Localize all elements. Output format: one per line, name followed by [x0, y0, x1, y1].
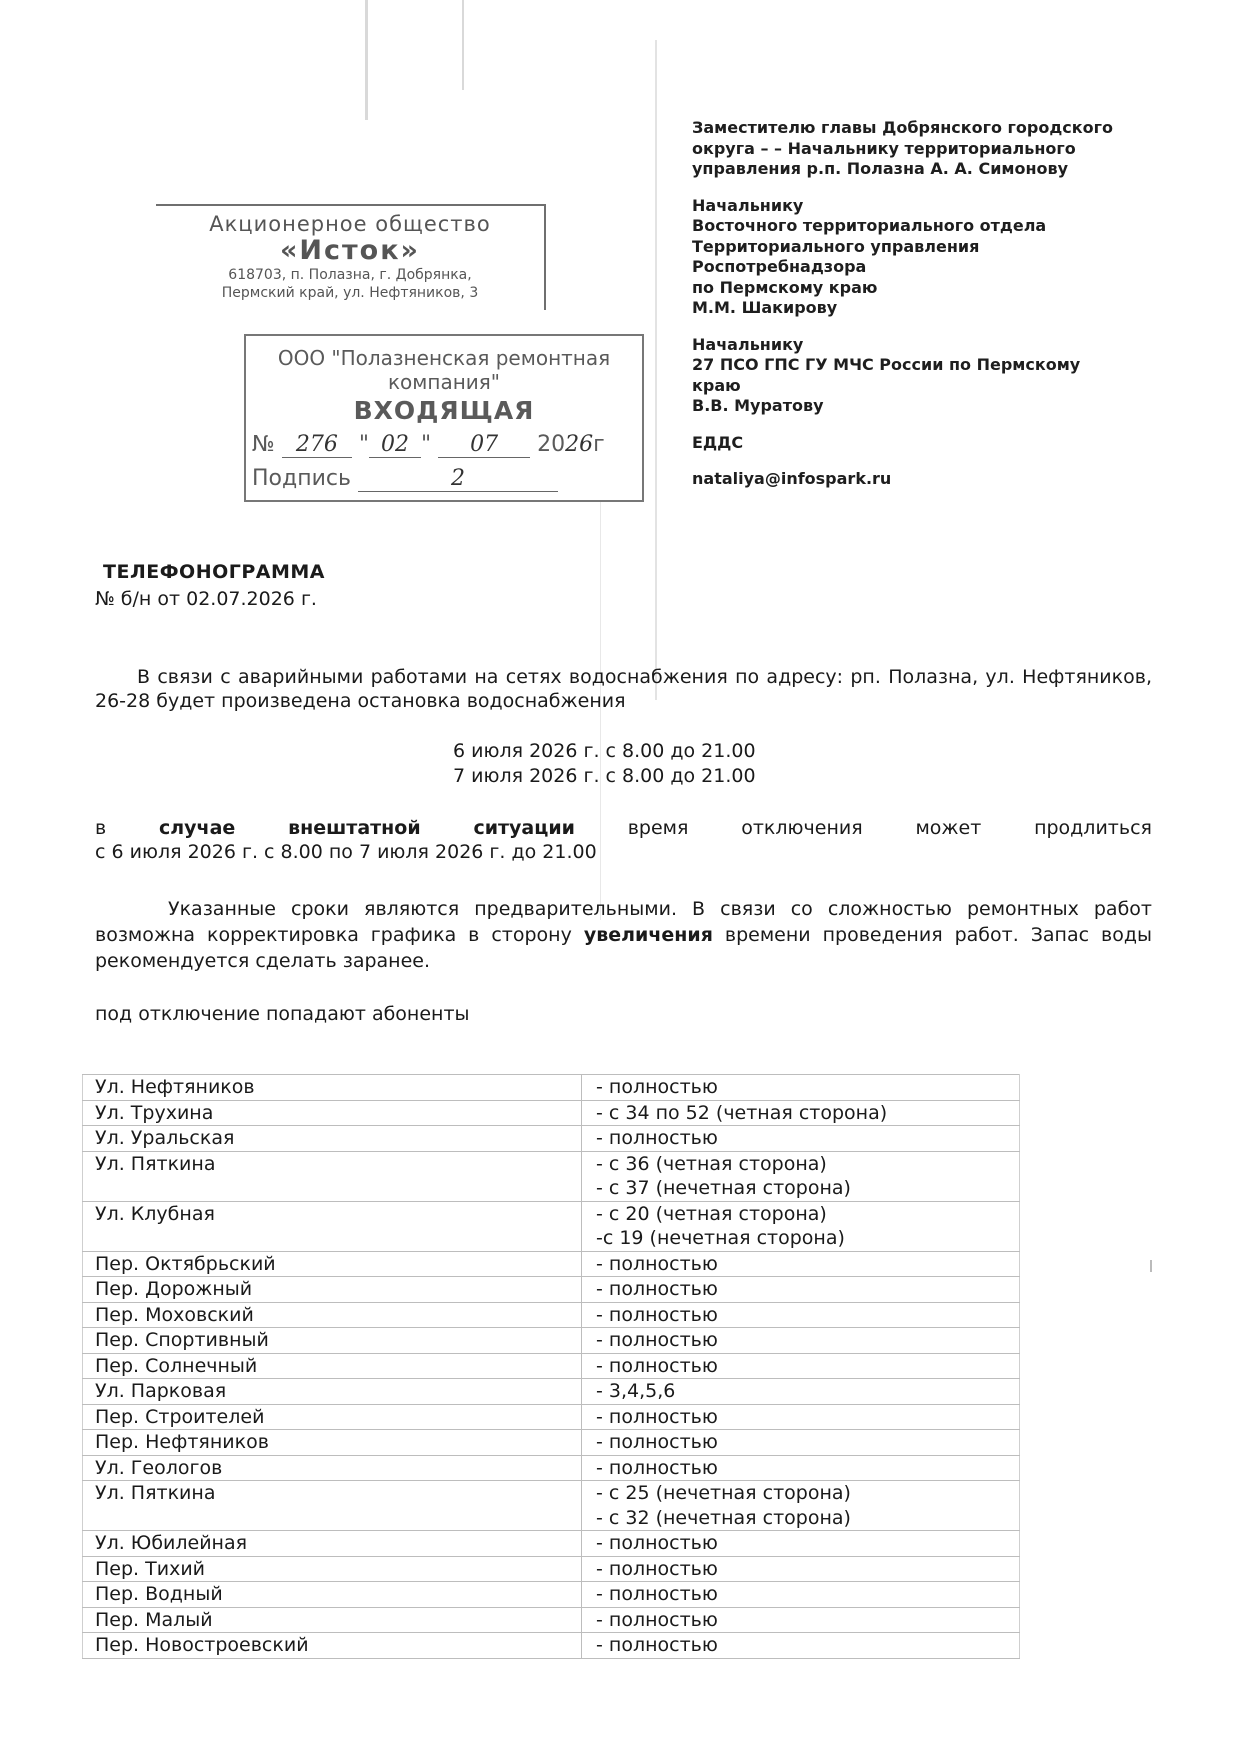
coverage-line: - полностью — [596, 1431, 718, 1453]
stamp-org-line-2: компания" — [387, 370, 501, 394]
emergency-word: ситуации — [473, 817, 575, 839]
addressee-line: В.В. Муратову — [692, 396, 824, 415]
street-coverage — [582, 1633, 1020, 1659]
table-row — [83, 1100, 1020, 1126]
emergency-word: время — [627, 817, 689, 839]
subscribers-intro: под отключение попадают абоненты — [95, 1003, 470, 1025]
street-name: Пер. Спортивный — [83, 1328, 582, 1354]
scan-artifact — [462, 0, 464, 90]
emergency-word: отключения — [741, 817, 863, 839]
table-row — [83, 1201, 1020, 1251]
coverage-line: - 3,4,5,6 — [596, 1380, 676, 1402]
table-row — [83, 1302, 1020, 1328]
stamp-year-prefix: 20 — [537, 432, 566, 457]
addressee-2 — [692, 196, 1132, 319]
street-name: Пер. Тихий — [83, 1556, 582, 1582]
street-name: Ул. Пяткина — [83, 1481, 582, 1531]
scan-artifact — [1150, 1260, 1152, 1272]
addressee-line: округа – – Начальнику территориального — [692, 138, 1076, 158]
street-name: Ул. Уральская — [83, 1126, 582, 1152]
street-name: Ул. Нефтяников — [83, 1075, 582, 1101]
stamp-signature-label: Подпись — [252, 466, 351, 491]
table-row — [83, 1430, 1020, 1456]
stamp-year-suffix: г — [593, 432, 605, 457]
street-name: Ул. Пяткина — [83, 1151, 582, 1201]
coverage-line: - полностью — [596, 1405, 718, 1428]
notice-paragraph: В связи с аварийными работами на сетях водоснабжения по адресу: рп. Полазна, ул. Нефтяников, 26-28 будет произведена остановка водоснабжения — [95, 666, 1152, 712]
preliminary-terms-text-b: времени проведения работ. Запас воды рекомендуется сделать заранее. — [95, 924, 1152, 972]
table-row — [83, 1531, 1020, 1557]
affected-streets-table — [82, 1074, 1020, 1659]
street-coverage — [582, 1126, 1020, 1152]
street-name: Пер. Солнечный — [83, 1353, 582, 1379]
addressee-line: 27 ПСО ГПС ГУ МЧС России по Пермскому — [692, 355, 1081, 374]
table-row — [83, 1404, 1020, 1430]
coverage-line: - полностью — [596, 1608, 718, 1631]
addressee-line: по Пермскому краю — [692, 277, 878, 297]
street-name: Пер. Октябрьский — [83, 1251, 582, 1277]
coverage-line: - полностью — [596, 1329, 718, 1351]
coverage-line: - полностью — [596, 1456, 718, 1479]
street-name: Ул. Трухина — [83, 1100, 582, 1126]
addressee-line: nataliya@infospark.ru — [692, 469, 892, 488]
table-row — [83, 1607, 1020, 1633]
coverage-line: - полностью — [596, 1634, 718, 1656]
coverage-line: - полностью — [596, 1127, 718, 1149]
street-coverage — [582, 1481, 1020, 1531]
stamp-year-value: 26 — [565, 432, 594, 457]
emergency-word: может — [915, 817, 982, 839]
addressee-line: Роспотребнадзора — [692, 257, 867, 276]
document-number: № б/н от 02.07.2026 г. — [95, 588, 317, 610]
stamp-signature-row — [252, 466, 558, 492]
coverage-line: - полностью — [596, 1583, 718, 1605]
street-name: Пер. Нефтяников — [83, 1430, 582, 1456]
table-row — [83, 1556, 1020, 1582]
table-row — [83, 1277, 1020, 1303]
table-row — [83, 1126, 1020, 1152]
street-name: Ул. Геологов — [83, 1455, 582, 1481]
coverage-line: - с 36 (четная сторона) — [596, 1152, 827, 1175]
coverage-line: - с 20 (четная сторона) — [596, 1202, 827, 1225]
coverage-line: - полностью — [596, 1076, 718, 1098]
emergency-word: внештатной — [288, 817, 421, 839]
street-name: Пер. Дорожный — [83, 1277, 582, 1303]
document-title: ТЕЛЕФОНОГРАММА — [103, 561, 326, 583]
emergency-paragraph — [95, 816, 1152, 864]
addressee-5 — [692, 469, 1132, 490]
street-name: Пер. Строителей — [83, 1404, 582, 1430]
addressee-1 — [692, 118, 1132, 180]
coverage-line: -с 19 (нечетная сторона) — [596, 1227, 845, 1249]
table-row — [83, 1481, 1020, 1531]
street-name: Пер. Малый — [83, 1607, 582, 1633]
outage-date-1: 6 июля 2026 г. с 8.00 до 21.00 — [453, 740, 756, 762]
addressee-line: Заместителю главы Добрянского городского — [692, 118, 1113, 137]
table-row — [83, 1151, 1020, 1201]
table-row — [83, 1251, 1020, 1277]
stamp-company-type: Акционерное общество — [209, 212, 491, 236]
street-coverage — [582, 1277, 1020, 1303]
street-name: Ул. Юбилейная — [83, 1531, 582, 1557]
street-name: Пер. Новостроевский — [83, 1633, 582, 1659]
stamp-number-row: № 276 " 02 " 07 2026г — [252, 432, 605, 457]
street-coverage — [582, 1430, 1020, 1456]
addressee-3 — [692, 335, 1132, 417]
company-stamp-istok — [156, 204, 546, 310]
street-coverage — [582, 1531, 1020, 1557]
stamp-org-line-1: ООО "Полазненская ремонтная — [277, 346, 611, 370]
stamp-signature-value: 2 — [358, 466, 558, 492]
outage-dates — [453, 739, 756, 789]
street-coverage — [582, 1379, 1020, 1405]
coverage-line: - с 37 (нечетная сторона) — [596, 1177, 851, 1199]
stamp-address-line-2: Пермский край, ул. Нефтяников, 3 — [221, 285, 479, 301]
street-coverage — [582, 1075, 1020, 1101]
coverage-line: - полностью — [596, 1252, 718, 1275]
addressee-line: Территориального управления — [692, 236, 980, 256]
table-row — [83, 1353, 1020, 1379]
outage-date-2: 7 июля 2026 г. с 8.00 до 21.00 — [453, 765, 756, 787]
stamp-number-prefix: № — [252, 432, 275, 457]
preliminary-terms-emphasis: увеличения — [583, 924, 713, 946]
street-coverage — [582, 1607, 1020, 1633]
incoming-registration-stamp — [244, 334, 644, 502]
stamp-day-value: 02 — [369, 432, 421, 458]
table-row — [83, 1075, 1020, 1101]
stamp-address-line-1: 618703, п. Полазна, г. Добрянка, — [228, 267, 472, 283]
street-coverage — [582, 1455, 1020, 1481]
stamp-incoming-label: ВХОДЯЩАЯ — [353, 396, 535, 425]
coverage-line: - полностью — [596, 1354, 718, 1377]
table-row — [83, 1633, 1020, 1659]
addressee-line: Восточного территориального отдела — [692, 216, 1047, 235]
table-row — [83, 1328, 1020, 1354]
emergency-paragraph-line-1 — [95, 816, 1152, 840]
street-name: Ул. Парковая — [83, 1379, 582, 1405]
coverage-line: - с 25 (нечетная сторона) — [596, 1482, 851, 1504]
addressee-line: управления р.п. Полазна А. А. Симонову — [692, 159, 1069, 178]
preliminary-terms-text-a: Указанные сроки являются предварительными. В связи со сложностью ремонтных работ возможна корректировка графика в сторону — [95, 898, 1152, 946]
addressee-4 — [692, 433, 1132, 454]
street-name: Пер. Водный — [83, 1582, 582, 1608]
street-coverage — [582, 1582, 1020, 1608]
stamp-month-value: 07 — [438, 432, 530, 458]
emergency-word: случае — [158, 817, 236, 839]
emergency-paragraph-line-2: с 6 июля 2026 г. с 8.00 по 7 июля 2026 г. до 21.00 — [95, 841, 597, 863]
street-coverage — [582, 1556, 1020, 1582]
street-coverage — [582, 1353, 1020, 1379]
table-row — [83, 1379, 1020, 1405]
street-name: Ул. Клубная — [83, 1201, 582, 1251]
street-name: Пер. Моховский — [83, 1302, 582, 1328]
coverage-line: - полностью — [596, 1532, 718, 1554]
coverage-line: - с 34 по 52 (четная сторона) — [596, 1101, 888, 1124]
street-coverage — [582, 1201, 1020, 1251]
street-coverage — [582, 1251, 1020, 1277]
coverage-line: - полностью — [596, 1278, 718, 1300]
street-coverage — [582, 1100, 1020, 1126]
street-coverage — [582, 1404, 1020, 1430]
table-row — [83, 1455, 1020, 1481]
addressee-line: Начальнику — [692, 334, 804, 354]
table-row — [83, 1582, 1020, 1608]
stamp-number-value: 276 — [282, 432, 352, 458]
scan-artifact — [365, 0, 368, 120]
stamp-company-name: «Исток» — [279, 235, 420, 266]
street-coverage — [582, 1302, 1020, 1328]
addressee-line: Начальнику — [692, 195, 804, 215]
addressee-block — [692, 118, 1132, 506]
coverage-line: - полностью — [596, 1303, 718, 1326]
coverage-line: - полностью — [596, 1557, 718, 1580]
street-coverage — [582, 1328, 1020, 1354]
coverage-line: - с 32 (нечетная сторона) — [596, 1506, 851, 1529]
preliminary-terms-paragraph — [95, 896, 1152, 974]
emergency-word: в — [95, 817, 107, 839]
addressee-line: краю — [692, 375, 741, 395]
scan-artifact — [655, 40, 657, 700]
emergency-word: продлиться — [1034, 817, 1152, 839]
street-coverage — [582, 1151, 1020, 1201]
addressee-line: ЕДДС — [692, 432, 744, 452]
addressee-line: М.М. Шакирову — [692, 298, 838, 317]
